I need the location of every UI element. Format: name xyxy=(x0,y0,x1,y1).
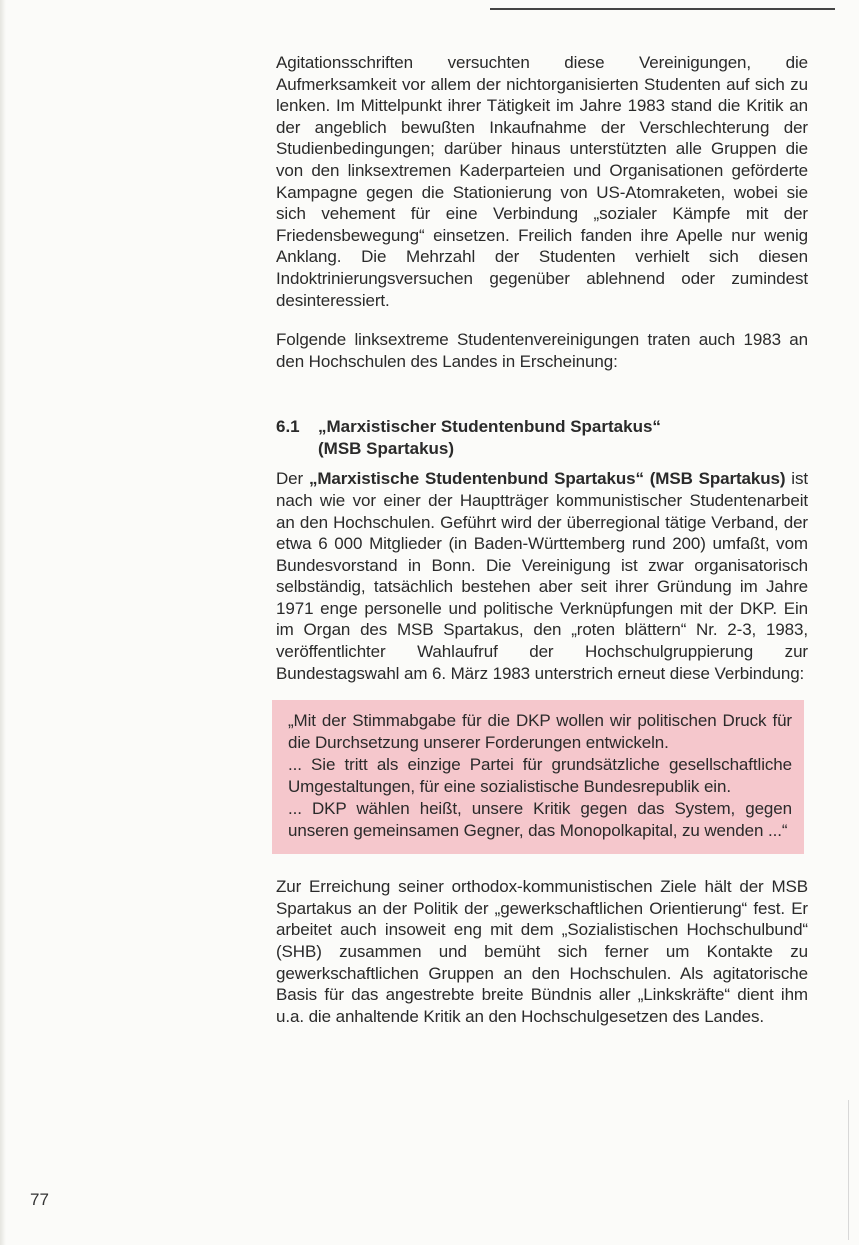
paragraph-msb-lead: Der xyxy=(276,469,309,489)
section-heading xyxy=(276,416,808,460)
paragraph-list-intro: Folgende linksextreme Studentenvereinigungen traten auch 1983 an den Hochschulen des Landes in Erscheinung: xyxy=(276,330,808,371)
page-number: 77 xyxy=(30,1190,49,1209)
quote-line: „Mit der Stimmabgabe für die DKP wollen wir politischen Druck für die Durchsetzung unserer Forderungen entwickeln. xyxy=(288,711,792,753)
paragraph-msb-bold: „Marxistische Studentenbund Spartakus“ (MSB Spartakus) xyxy=(308,469,786,489)
page-edge-shadow xyxy=(0,0,6,1245)
paragraph-msb-rest: ist nach wie vor einer der Hauptträger kommunistischer Studentenarbeit an den Hochschulen. Geführt wird der überregional tätige Verband, der etwa 6 000 Mitglieder (in Baden-Württemberg rund 200) umfaßt, vom Bundesvorstand in Bonn. Die Vereinigung ist zwar organisatorisch selbständig, tatsächlich bestehen aber seit ihrer Gründung im Jahre 1971 enge personelle und politische Verknüpfungen mit der DKP. Ein im Organ des MSB Spartakus, den „roten blättern“ Nr. 2-3, 1983, veröffentlichter Wahlaufruf der Hochschulgruppierung zur Bundestagswahl am 6. März 1983 unterstrich erneut diese Verbindung: xyxy=(276,469,808,683)
paragraph-msb xyxy=(276,468,808,684)
paragraph-goals: Zur Erreichung seiner orthodox-kommunistischen Ziele hält der MSB Spartakus an der Politik der „gewerkschaftlichen Orientierung“ fest. Er arbeitet auch insoweit eng mit dem „Sozialistischen Hochschulbund“ (SHB) zusammen und bemüht sich ferner um Kontakte zu gewerkschaftlichen Gruppen an den Hochschulen. Als agitatorische Basis für das angestrebte breite Bündnis aller „Linkskräfte“ dient ihm u.a. die anhaltende Kritik an den Hochschulgesetzen des Landes. xyxy=(276,877,808,1026)
quote-line: ... Sie tritt als einzige Partei für grundsätzliche gesellschaftliche Umgestaltungen, für eine sozialistische Bundesrepublik ein. xyxy=(288,755,792,797)
section-title xyxy=(318,416,661,460)
section-number: 6.1 xyxy=(276,417,300,437)
page-edge-line xyxy=(848,1100,849,1240)
text-column xyxy=(276,52,808,1027)
paragraph-intro: Agitationsschriften versuchten diese Vereinigungen, die Aufmerksamkeit vor allem der nichtorganisierten Studenten auf sich zu lenken. Im Mittelpunkt ihrer Tätigkeit im Jahre 1983 stand die Kritik an der angeblich bewußten Inkaufnahme der Verschlechterung der Studienbedingungen; darüber hinaus unterstützten alle Gruppen die von den linksextremen Kaderparteien und Organisationen geförderte Kampagne gegen die Stationierung von US-Atomraketen, wobei sie sich vehement für eine Verbindung „sozialer Kämpfe mit der Friedensbewegung“ einsetzen. Freilich fanden ihre Apelle nur wenig Anklang. Die Mehrzahl der Studenten verhielt sich diesen Indoktrinierungsversuchen gegenüber ablehnend oder zumindest desinteressiert. xyxy=(276,53,808,310)
top-rule xyxy=(490,8,835,10)
section-title-line2: (MSB Spartakus) xyxy=(318,439,455,459)
section-title-line1: „Marxistischer Studentenbund Spartakus“ xyxy=(318,417,661,437)
quote-box xyxy=(272,700,804,854)
quote-line: ... DKP wählen heißt, unsere Kritik gegen das System, gegen unseren gemeinsamen Gegner, das Monopolkapital, zu wenden ...“ xyxy=(288,799,792,841)
